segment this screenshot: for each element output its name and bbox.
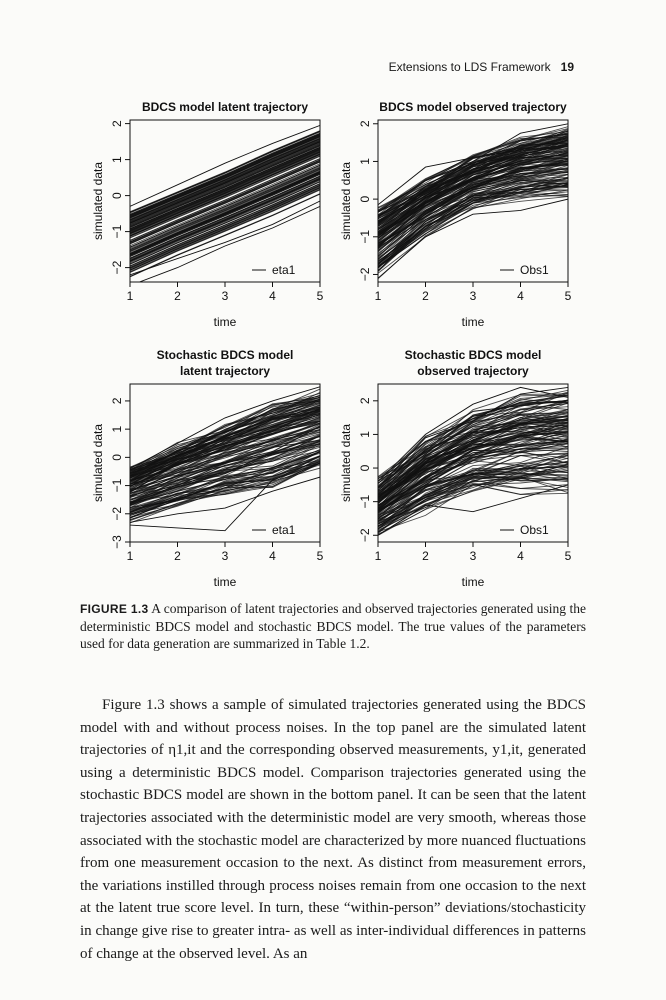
chart-svg-1 xyxy=(80,92,345,342)
legend-label: eta1 xyxy=(272,263,296,277)
y-tick-label: 1 xyxy=(110,156,124,163)
y-tick-label: −1 xyxy=(110,478,124,493)
chart-title: latent trajectory xyxy=(179,364,271,378)
y-tick-label: −2 xyxy=(110,506,124,521)
body-paragraph: Figure 1.3 shows a sample of simulated trajectories generated using the BDCS model with and without process noises. In the top panel are the simulated latent trajectories of η1,it and the corresponding observed measurements, y1,it, generated using a deterministic BDCS model. Comparison trajectories generated using the stochastic BDCS model are shown in the bottom panel. It can be seen that the latent trajectories associated with the deterministic model are very smooth, whereas those associated with the stochastic model are characterized by more nuanced fluctuations from one measurement occasion to the next. As distinct from measurement errors, the variations instilled through process noises remain from one occasion to the next at the latent true score level. In turn, these “within-person” deviations/stochasticity in change give rise to greater intra- as well as inter-individual differences in patterns of change at the observed level. As an xyxy=(80,697,586,962)
x-tick-label: 1 xyxy=(126,289,134,303)
y-tick-label: 1 xyxy=(358,158,372,165)
y-tick-label: 0 xyxy=(110,192,124,199)
x-axis-label: time xyxy=(461,315,485,329)
y-tick-label: 2 xyxy=(358,120,372,128)
trajectory-lines xyxy=(378,387,568,535)
x-axis-label: time xyxy=(213,575,237,589)
y-axis-label: simulated data xyxy=(339,423,353,503)
chart-svg-4 xyxy=(328,342,593,602)
chart-title: BDCS model observed trajectory xyxy=(379,100,567,114)
x-axis xyxy=(127,542,324,563)
running-title: Extensions to LDS Framework xyxy=(388,60,551,74)
y-tick-label: 1 xyxy=(358,431,372,438)
figure-caption-label: FIGURE 1.3 xyxy=(80,602,149,616)
y-tick-label: 0 xyxy=(110,454,124,461)
chart-title: Stochastic BDCS model xyxy=(156,348,294,362)
legend-label: Obs1 xyxy=(520,523,549,537)
y-tick-label: −1 xyxy=(358,494,372,509)
chart-title: BDCS model latent trajectory xyxy=(141,100,309,114)
chart-svg-2 xyxy=(328,92,593,342)
y-tick-label: 2 xyxy=(110,120,124,127)
y-tick-label: 0 xyxy=(358,195,372,203)
chart-svg-3 xyxy=(80,342,345,602)
x-axis xyxy=(127,282,324,303)
x-tick-label: 4 xyxy=(269,549,276,563)
running-head xyxy=(389,60,574,74)
chart-panel-1 xyxy=(80,92,345,342)
x-tick-label: 1 xyxy=(374,289,382,303)
legend-label: eta1 xyxy=(272,523,296,537)
x-axis xyxy=(375,542,572,563)
trajectory-lines xyxy=(130,125,320,285)
y-axis xyxy=(358,397,378,542)
x-axis-label: time xyxy=(461,575,485,589)
y-axis xyxy=(358,120,378,281)
y-axis xyxy=(110,397,130,549)
y-tick-label: −2 xyxy=(358,267,372,282)
page-number: 19 xyxy=(560,60,574,74)
legend xyxy=(496,522,564,538)
y-tick-label: −3 xyxy=(110,535,124,549)
y-tick-label: 0 xyxy=(358,464,372,472)
chart-panel-2 xyxy=(328,92,593,342)
x-tick-label: 4 xyxy=(269,289,276,303)
y-tick-label: 2 xyxy=(110,397,124,405)
trajectory-lines xyxy=(378,124,568,279)
x-tick-label: 1 xyxy=(126,549,134,563)
y-axis xyxy=(110,120,130,275)
trajectory-lines xyxy=(130,387,320,531)
x-axis-label: time xyxy=(213,315,237,329)
legend xyxy=(496,262,564,278)
x-tick-label: 5 xyxy=(316,289,324,303)
y-tick-label: 2 xyxy=(358,397,372,405)
x-tick-label: 5 xyxy=(564,549,572,563)
y-tick-label: −2 xyxy=(110,260,124,275)
x-tick-label: 2 xyxy=(174,549,181,563)
x-tick-label: 4 xyxy=(517,289,524,303)
figure-caption-text: A comparison of latent trajectories and observed trajectories generated using the deterministic BDCS model and stochastic BDCS model. The true values of the parameters used for data generation are summarized in Table 1.2. xyxy=(80,601,586,651)
x-tick-label: 2 xyxy=(422,289,429,303)
chart-panel-4 xyxy=(328,342,593,602)
y-axis-label: simulated data xyxy=(91,423,105,503)
chart-title: observed trajectory xyxy=(417,364,529,378)
y-tick-label: −2 xyxy=(358,528,372,543)
x-tick-label: 5 xyxy=(564,289,572,303)
trajectory-line xyxy=(130,186,320,269)
x-tick-label: 5 xyxy=(316,549,324,563)
x-tick-label: 1 xyxy=(374,549,382,563)
y-axis-label: simulated data xyxy=(339,161,353,241)
trajectory-line xyxy=(130,147,320,229)
x-tick-label: 2 xyxy=(174,289,181,303)
legend-label: Obs1 xyxy=(520,263,549,277)
x-tick-label: 3 xyxy=(469,289,477,303)
figure-caption xyxy=(80,600,586,652)
x-tick-label: 3 xyxy=(221,289,229,303)
x-axis xyxy=(375,282,572,303)
x-tick-label: 2 xyxy=(422,549,429,563)
x-tick-label: 4 xyxy=(517,549,524,563)
x-tick-label: 3 xyxy=(469,549,477,563)
y-tick-label: 1 xyxy=(110,425,124,433)
x-tick-label: 3 xyxy=(221,549,229,563)
chart-panel-3 xyxy=(80,342,345,602)
chart-title: Stochastic BDCS model xyxy=(404,348,542,362)
legend xyxy=(248,262,316,278)
legend xyxy=(248,522,316,538)
y-axis-label: simulated data xyxy=(91,161,105,241)
y-tick-label: −1 xyxy=(110,224,124,239)
y-tick-label: −1 xyxy=(358,229,372,244)
